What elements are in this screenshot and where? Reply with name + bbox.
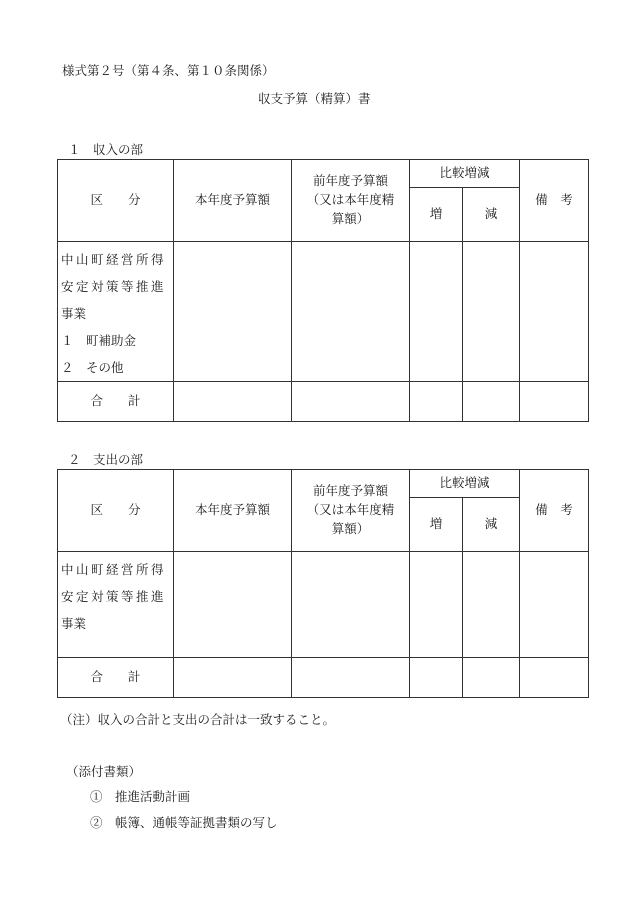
header-prev-year-line1: 前年度予算額 bbox=[312, 483, 388, 499]
expense-item-line: 事業 bbox=[61, 616, 87, 631]
expense-decrease-cell[interactable] bbox=[463, 552, 520, 658]
income-prev-year-cell[interactable] bbox=[292, 242, 410, 382]
expense-this-year-cell[interactable] bbox=[174, 552, 292, 658]
income-item-line: ２ その他 bbox=[61, 360, 124, 375]
income-heading: １ 収入の部 bbox=[68, 142, 144, 157]
header-prev-year-line1: 前年度予算額 bbox=[312, 173, 388, 189]
header-prev-year-line3: 算額） bbox=[331, 210, 370, 226]
expense-total-increase[interactable] bbox=[410, 658, 463, 698]
header-decrease: 減 bbox=[463, 188, 520, 242]
expense-remarks-cell[interactable] bbox=[520, 552, 589, 658]
header-prev-year-line2: （又は本年度精 bbox=[306, 502, 395, 518]
income-decrease-cell[interactable] bbox=[463, 242, 520, 382]
income-increase-cell[interactable] bbox=[410, 242, 463, 382]
expense-total-label: 合 計 bbox=[58, 658, 174, 698]
header-category: 区 分 bbox=[58, 470, 174, 552]
header-this-year-budget: 本年度予算額 bbox=[174, 160, 292, 242]
header-prev-year-budget bbox=[292, 160, 410, 242]
income-item-line: 中山町経営所得 bbox=[61, 252, 167, 267]
form-number: 様式第２号（第４条、第１０条関係） bbox=[62, 63, 275, 78]
expense-total-decrease[interactable] bbox=[463, 658, 520, 698]
header-prev-year-line3: 算額） bbox=[331, 520, 370, 536]
expense-total-remarks[interactable] bbox=[520, 658, 589, 698]
expense-total-this-year[interactable] bbox=[174, 658, 292, 698]
attachment-item: ② 帳簿、通帳等証拠書類の写し bbox=[90, 815, 278, 830]
income-total-increase[interactable] bbox=[410, 382, 463, 422]
header-decrease: 減 bbox=[463, 498, 520, 552]
income-total-remarks[interactable] bbox=[520, 382, 589, 422]
header-increase: 増 bbox=[410, 498, 463, 552]
income-table bbox=[57, 159, 589, 422]
header-increase: 増 bbox=[410, 188, 463, 242]
income-total-decrease[interactable] bbox=[463, 382, 520, 422]
document-title: 収支予算（精算）書 bbox=[258, 91, 371, 106]
note: （注）収入の合計と支出の合計は一致すること。 bbox=[60, 712, 336, 727]
income-remarks-cell[interactable] bbox=[520, 242, 589, 382]
header-comparison: 比較増減 bbox=[410, 470, 520, 498]
income-item-cell bbox=[58, 242, 174, 382]
income-item-line: 事業 bbox=[61, 306, 87, 321]
income-this-year-cell[interactable] bbox=[174, 242, 292, 382]
income-total-label: 合 計 bbox=[58, 382, 174, 422]
header-this-year-budget: 本年度予算額 bbox=[174, 470, 292, 552]
expense-item-line: 安定対策等推進 bbox=[61, 589, 167, 604]
income-item-line: １ 町補助金 bbox=[61, 333, 137, 348]
expense-increase-cell[interactable] bbox=[410, 552, 463, 658]
attachment-item: ① 推進活動計画 bbox=[90, 789, 191, 804]
expense-item-line: 中山町経営所得 bbox=[61, 562, 167, 577]
income-total-prev-year[interactable] bbox=[292, 382, 410, 422]
attachments-heading: （添付書類） bbox=[66, 764, 142, 779]
expense-heading: ２ 支出の部 bbox=[68, 452, 144, 467]
header-remarks: 備 考 bbox=[520, 160, 589, 242]
income-total-this-year[interactable] bbox=[174, 382, 292, 422]
header-prev-year-budget bbox=[292, 470, 410, 552]
header-prev-year-line2: （又は本年度精 bbox=[306, 192, 395, 208]
expense-total-prev-year[interactable] bbox=[292, 658, 410, 698]
header-remarks: 備 考 bbox=[520, 470, 589, 552]
expense-table bbox=[57, 469, 589, 698]
header-category: 区 分 bbox=[58, 160, 174, 242]
expense-item-cell bbox=[58, 552, 174, 658]
header-comparison: 比較増減 bbox=[410, 160, 520, 188]
income-item-line: 安定対策等推進 bbox=[61, 279, 167, 294]
expense-prev-year-cell[interactable] bbox=[292, 552, 410, 658]
